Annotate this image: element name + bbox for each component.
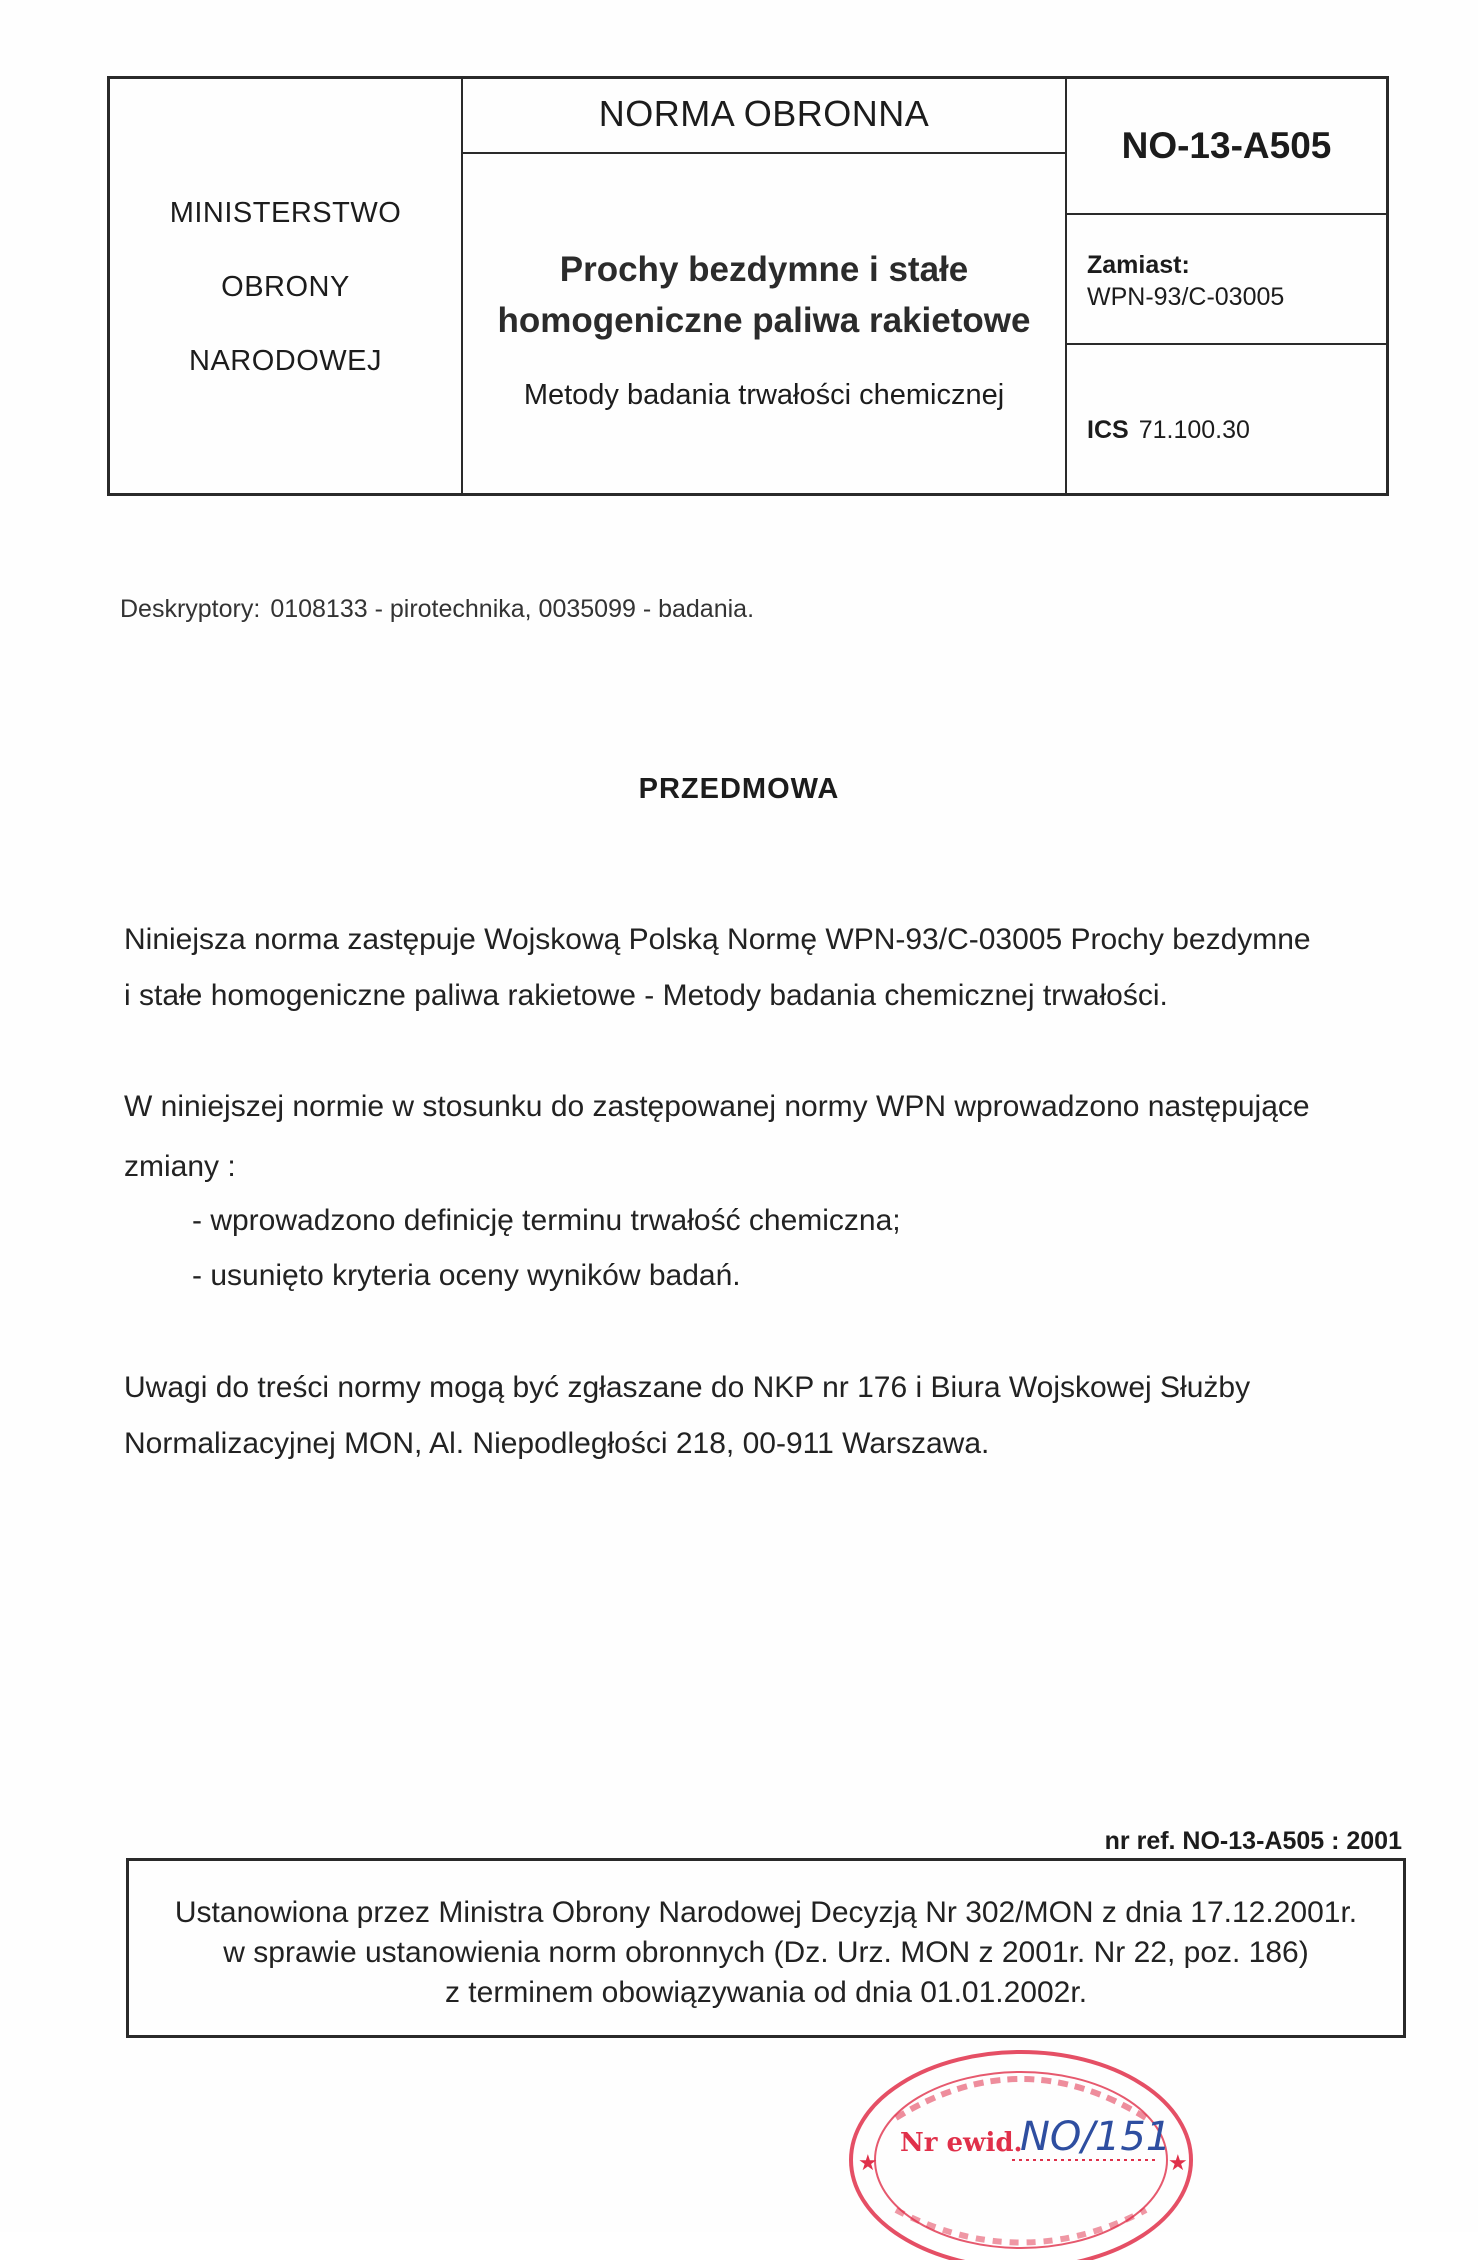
- change-list-item: - usunięto kryteria oceny wyników badań.: [192, 1259, 741, 1292]
- descriptors-value: 0108133 - pirotechnika, 0035099 - badania.: [270, 595, 755, 623]
- reference-number: nr ref. NO-13-A505 : 2001: [1104, 1827, 1402, 1855]
- library-stamp: [836, 2020, 1206, 2260]
- ministry-cell: [110, 79, 463, 493]
- code-divider-1: [1067, 213, 1386, 215]
- preface-paragraph-1-line-1: Niniejsza norma zastępuje Wojskową Polską Normę WPN-93/C-03005 Prochy bezdymne: [124, 923, 1311, 956]
- stamp-label: Nr ewid.: [900, 2128, 1023, 2158]
- svg-text:★: ★: [1168, 2151, 1188, 2176]
- stamp-handwritten-number: NO/151: [1020, 2114, 1172, 2160]
- ministry-line-2: OBRONY: [221, 271, 350, 303]
- enactment-line-1: Ustanowiona przez Ministra Obrony Narodowej Decyzją Nr 302/MON z dnia 17.12.2001r.: [174, 1896, 1358, 1929]
- code-cell: [1067, 79, 1386, 493]
- ics-label: ICS: [1087, 416, 1129, 444]
- preface-paragraph-2-line-2: zmiany :: [124, 1150, 236, 1183]
- change-list-item: - wprowadzono definicję terminu trwałość chemiczna;: [192, 1204, 901, 1237]
- ics-value: 71.100.30: [1138, 416, 1250, 444]
- preface-heading: PRZEDMOWA: [638, 773, 840, 805]
- preface-paragraph-2-line-1: W niniejszej normie w stosunku do zastępowanej normy WPN wprowadzono następujące: [124, 1090, 1310, 1123]
- descriptors: [120, 595, 764, 624]
- document-subtitle: Metody badania trwałości chemicznej: [523, 379, 1005, 411]
- ics-code: [1087, 416, 1250, 445]
- preface-paragraph-1-line-2: i stałe homogeniczne paliwa rakietowe - Metody badania chemicznej trwałości.: [124, 979, 1168, 1012]
- header-table: [107, 76, 1389, 496]
- norm-code: NO-13-A505: [1121, 125, 1332, 166]
- title-divider: [463, 152, 1065, 154]
- ministry-line-3: NARODOWEJ: [189, 345, 382, 377]
- preface-paragraph-3-line-2: Normalizacyjnej MON, Al. Niepodległości 218, 00-911 Warszawa.: [124, 1427, 990, 1460]
- enactment-line-2: w sprawie ustanowienia norm obronnych (Dz. Urz. MON z 2001r. Nr 22, poz. 186): [223, 1936, 1309, 1969]
- norma-title: NORMA OBRONNA: [598, 93, 930, 134]
- document-title-line-1: Prochy bezdymne i stałe: [559, 250, 969, 289]
- code-divider-2: [1067, 343, 1386, 345]
- replaces-value: WPN-93/C-03005: [1087, 283, 1285, 311]
- svg-text:★: ★: [858, 2151, 878, 2176]
- preface-paragraph-3-line-1: Uwagi do treści normy mogą być zgłaszane do NKP nr 176 i Biura Wojskowej Służby: [124, 1371, 1251, 1404]
- title-cell: [463, 79, 1067, 493]
- enactment-box: [126, 1858, 1406, 2038]
- enactment-line-3: z terminem obowiązywania od dnia 01.01.2002r.: [444, 1976, 1088, 2009]
- ministry-line-1: MINISTERSTWO: [169, 197, 402, 229]
- descriptors-label: Deskryptory:: [120, 595, 261, 623]
- document-title-line-2: homogeniczne paliwa rakietowe: [497, 301, 1031, 340]
- replaces-label: Zamiast:: [1087, 251, 1190, 279]
